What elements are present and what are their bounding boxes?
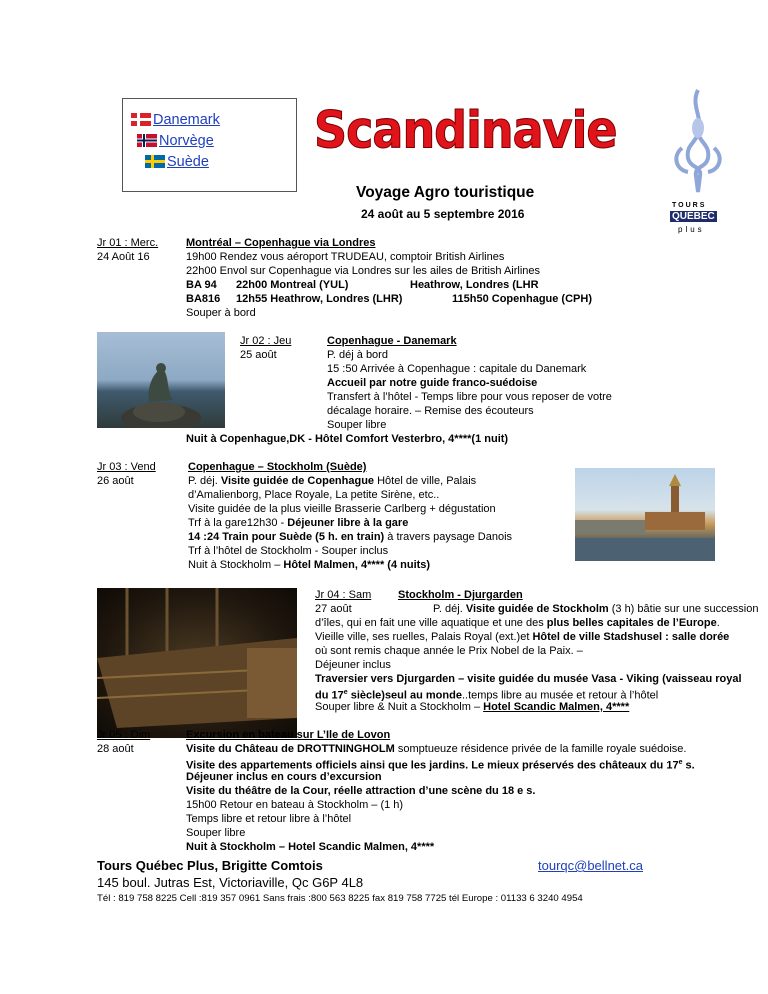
day5-line: Souper libre xyxy=(186,827,246,839)
day1-flight1-code: BA 94 xyxy=(186,279,217,291)
little-mermaid-photo xyxy=(97,332,225,428)
day3-line: Trf à la gare12h30 - Déjeuner libre à la gare xyxy=(188,517,409,529)
footer-company: Tours Québec Plus, Brigitte Comtois xyxy=(97,858,323,873)
day5-line: Visite du théâtre de la Cour, réelle attraction d’une scène du 18 e s. xyxy=(186,785,536,797)
day2-date: 25 août xyxy=(240,349,277,361)
day2-line: 15 :50 Arrivée à Copenhague : capitale du Danemark xyxy=(327,363,587,375)
link-suede[interactable]: Suède xyxy=(167,154,209,170)
day1-flight2-arr: 115h50 Copenhague (CPH) xyxy=(452,293,592,305)
day1-flight2-code: BA816 xyxy=(186,293,221,305)
day4-date: 27 août xyxy=(315,603,352,615)
flag-sweden-icon xyxy=(145,155,165,171)
footer-phones: Tél : 819 758 8225 Cell :819 357 0961 Sans frais :800 563 8225 fax 819 758 7725 tél Europe : 01133 6 3240 4954 xyxy=(97,893,583,904)
vasa-ship-photo xyxy=(97,588,297,738)
day3-line: P. déj. Visite guidée de Copenhague Hôtel de ville, Palais xyxy=(188,475,477,487)
link-danemark[interactable]: Danemark xyxy=(153,112,220,128)
day5-line: Visite des appartements officiels ainsi que les jardins. Le mieux préservés des châteaux du 17e s. xyxy=(186,759,695,772)
trip-dates: 24 août au 5 septembre 2016 xyxy=(361,207,525,221)
day4-line: Vieille ville, ses ruelles, Palais Royal (ext.)et Hôtel de ville Stadshusel : salle dorée xyxy=(315,631,730,643)
day4-line: du 17e siècle)seul au monde..temps libre au musée et retour à l’hôtel xyxy=(315,689,659,702)
day2-night: Nuit à Copenhague,DK - Hôtel Comfort Vesterbro, 4****(1 nuit) xyxy=(186,433,509,445)
day5-line: Visite du Château de DROTTNINGHOLM somptueuze résidence privée de la famille royale suédoise. xyxy=(186,743,687,755)
day3-heading: Copenhague – Stockholm (Suède) xyxy=(188,461,367,473)
day4-label: Jr 04 : Sam xyxy=(315,589,372,601)
day1-date: 24 Août 16 xyxy=(97,251,150,263)
day1-flight1-arr: Heathrow, Londres (LHR xyxy=(410,279,539,291)
day3-line: Trf à l’hôtel de Stockholm - Souper inclus xyxy=(188,545,389,557)
title-scandinavie: Scandinavie xyxy=(314,100,617,160)
day5-line: 15h00 Retour en bateau à Stockholm – (1 h) xyxy=(186,799,404,811)
day1-line: 19h00 Rendez vous aéroport TRUDEAU, comptoir British Airlines xyxy=(186,251,505,263)
day3-line: Visite guidée de la plus vieille Brasserie Carlberg + dégustation xyxy=(188,503,496,515)
day4-line: Souper libre & Nuit a Stockholm – Hotel Scandic Malmen, 4**** xyxy=(315,701,630,713)
day3-date: 26 août xyxy=(97,475,134,487)
day4-line: d’îles, qui en fait une ville aquatique et une des plus belles capitales de l’Europe. xyxy=(315,617,720,629)
logo-top-text: TOURS xyxy=(672,202,707,209)
tours-quebec-logo xyxy=(668,88,730,238)
day2-line: décalage horaire. – Remise des écouteurs xyxy=(327,405,534,417)
day3-line: Nuit à Stockholm – Hôtel Malmen, 4**** (4 nuits) xyxy=(188,559,431,571)
day4-heading: Stockholm - Djurgarden xyxy=(398,589,523,601)
day3-line: d’Amalienborg, Place Royale, La petite Sirène, etc.. xyxy=(188,489,440,501)
day1-heading: Montréal – Copenhague via Londres xyxy=(186,237,376,249)
stockholm-city-hall-photo xyxy=(575,468,715,561)
day2-line: Transfert à l’hôtel - Temps libre pour vous reposer de votre xyxy=(327,391,612,403)
day2-label: Jr 02 : Jeu xyxy=(240,335,292,347)
footer-email-link[interactable]: tourqc@bellnet.ca xyxy=(538,858,643,873)
day1-flight1-dep: 22h00 Montreal (YUL) xyxy=(236,279,349,291)
day4-line: Traversier vers Djurgarden – visite guidée du musée Vasa - Viking (vaisseau royal xyxy=(315,673,742,685)
day4-line: P. déj. Visite guidée de Stockholm (3 h) bâtie sur une succession xyxy=(433,603,759,615)
day1-label: Jr 01 : Merc. xyxy=(97,237,159,249)
day1-line: 22h00 Envol sur Copenhague via Londres sur les ailes de British Airlines xyxy=(186,265,541,277)
day5-date: 28 août xyxy=(97,743,134,755)
footer-address: 145 boul. Jutras Est, Victoriaville, Qc G6P 4L8 xyxy=(97,875,364,890)
day2-line: Accueil par notre guide franco-suédoise xyxy=(327,377,538,389)
link-norvege[interactable]: Norvège xyxy=(159,133,214,149)
day4-line: où sont remis chaque année le Prix Nobel de la Paix. – xyxy=(315,645,583,657)
day1-line: Souper à bord xyxy=(186,307,256,319)
day2-line: P. déj à bord xyxy=(327,349,388,361)
day5-line: Déjeuner inclus en cours d’excursion xyxy=(186,771,382,783)
day3-label: Jr 03 : Vend xyxy=(97,461,156,473)
logo-bottom-text: plus xyxy=(678,225,705,234)
day2-line: Souper libre xyxy=(327,419,387,431)
day5-line: Temps libre et retour libre à l’hôtel xyxy=(186,813,352,825)
subtitle: Voyage Agro touristique xyxy=(356,184,535,201)
day3-line: 14 :24 Train pour Suède (5 h. en train) à travers paysage Danois xyxy=(188,531,513,543)
day5-line: Nuit à Stockholm – Hotel Scandic Malmen, 4**** xyxy=(186,841,435,853)
day4-line: Déjeuner inclus xyxy=(315,659,391,671)
logo-main-text: QUÉBEC xyxy=(672,211,715,222)
day2-heading: Copenhague - Danemark xyxy=(327,335,457,347)
day5-heading: Excursion en bateau sur L’Ile de Lovon xyxy=(186,729,391,741)
country-box xyxy=(122,98,297,192)
day5-label: Jr 05 : Dim xyxy=(97,729,151,741)
day1-flight2-dep: 12h55 Heathrow, Londres (LHR) xyxy=(236,293,403,305)
flag-norway-icon xyxy=(137,134,157,150)
flag-denmark-icon xyxy=(131,113,151,129)
